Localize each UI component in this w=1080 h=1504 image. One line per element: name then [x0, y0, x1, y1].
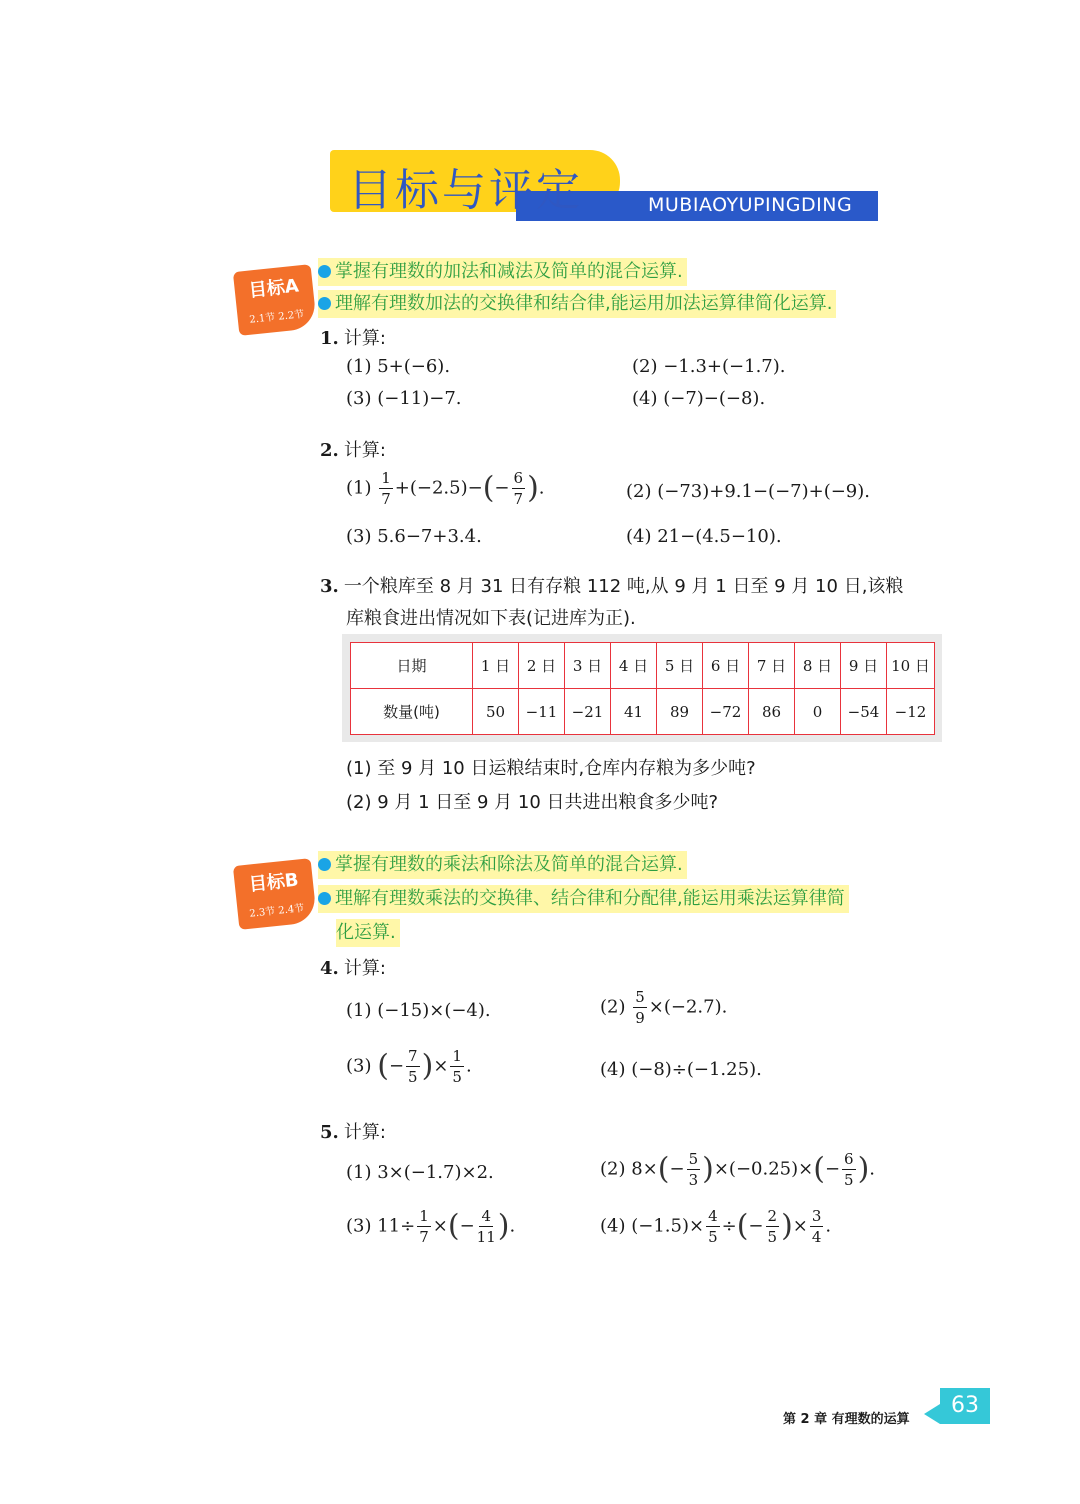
bullet-icon	[318, 297, 331, 310]
table-header-quantity: 数量(吨)	[351, 689, 473, 735]
fraction-numerator: 5	[688, 1150, 699, 1168]
item-label: (1)	[346, 477, 372, 499]
goal-a-line-1-text: 掌握有理数的加法和减法及简单的混合运算.	[335, 261, 683, 282]
paren-right: )	[497, 1208, 510, 1244]
paren-left: (	[736, 1208, 749, 1244]
fraction-denominator: 7	[419, 1228, 429, 1246]
question-number: 1.	[320, 328, 339, 349]
fraction	[706, 1208, 720, 1245]
item-text: .	[869, 1158, 876, 1180]
question-text-line-2: 库粮食进出情况如下表(记进库为正).	[346, 608, 636, 629]
fraction	[687, 1151, 701, 1188]
question-prompt: 计算:	[343, 328, 386, 349]
table-cell: 41	[611, 689, 657, 735]
q1-item-2: (2) −1.3+(−1.7).	[632, 356, 786, 377]
question-2	[320, 436, 386, 462]
paren-left: (	[657, 1151, 670, 1187]
table-cell: 4 日	[611, 643, 657, 689]
q1-item-4: (4) (−7)−(−8).	[632, 388, 766, 409]
table-row-days	[351, 643, 935, 689]
fraction-denominator: 3	[688, 1171, 699, 1189]
table-cell: −72	[703, 689, 749, 735]
page-number: 63	[940, 1388, 990, 1424]
item-text: ÷	[721, 1215, 737, 1237]
item-text: .	[538, 477, 545, 499]
page-title: 目标与评定	[348, 165, 583, 216]
fraction-denominator: 7	[513, 490, 524, 508]
table-cell: 9 日	[841, 643, 887, 689]
grain-table	[350, 642, 935, 735]
table-row-values	[351, 689, 935, 735]
fraction	[477, 1208, 496, 1245]
fraction	[379, 470, 393, 507]
fraction-denominator: 11	[476, 1228, 496, 1246]
table-cell: 2 日	[519, 643, 565, 689]
fraction-numerator: 4	[708, 1207, 718, 1225]
fraction-denominator: 7	[381, 490, 391, 508]
item-text: −	[388, 1055, 405, 1077]
fraction-numerator: 1	[381, 469, 391, 487]
bullet-icon	[318, 892, 331, 905]
item-text: ×	[792, 1215, 808, 1237]
question-1	[320, 324, 386, 350]
goal-b-line-1-text: 掌握有理数的乘法和除法及简单的混合运算.	[335, 854, 683, 875]
q4-item-3	[346, 1048, 472, 1085]
item-text: ×(−2.7).	[648, 996, 728, 1018]
table-cell: 1 日	[473, 643, 519, 689]
item-label: (4) (−1.5)×	[600, 1215, 705, 1237]
item-text: −	[824, 1158, 841, 1180]
table-cell: 7 日	[749, 643, 795, 689]
q4-item-4: (4) (−8)÷(−1.25).	[600, 1059, 762, 1080]
table-cell: 8 日	[795, 643, 841, 689]
fraction-numerator: 6	[844, 1150, 854, 1168]
paren-right: )	[781, 1208, 793, 1244]
bullet-icon	[318, 858, 331, 871]
fraction-denominator: 5	[408, 1068, 418, 1086]
fraction-denominator: 5	[452, 1068, 462, 1086]
q4-item-1: (1) (−15)×(−4).	[346, 1000, 491, 1021]
q1-item-3: (3) (−11)−7.	[346, 388, 462, 409]
paren-left: (	[813, 1151, 825, 1187]
page-number-arrow	[924, 1404, 940, 1424]
q1-item-1: (1) 5+(−6).	[346, 356, 451, 377]
q2-item-1	[346, 470, 545, 507]
footer-chapter: 第 2 章 有理数的运算	[783, 1412, 910, 1427]
fraction-denominator: 5	[844, 1171, 854, 1189]
goal-b-line-2	[318, 885, 849, 913]
table-cell: 6 日	[703, 643, 749, 689]
fraction	[417, 1208, 431, 1245]
item-label: (2)	[600, 996, 626, 1018]
question-5	[320, 1118, 386, 1144]
question-text-line-1: 一个粮库至 8 月 31 日有存粮 112 吨,从 9 月 1 日至 9 月 10 日,该粮	[343, 576, 904, 597]
fraction	[766, 1208, 780, 1245]
q5-item-3	[346, 1208, 515, 1245]
question-number: 4.	[320, 958, 339, 979]
paren-left: (	[377, 1048, 389, 1084]
table-header-date: 日期	[351, 643, 473, 689]
question-prompt: 计算:	[343, 1122, 386, 1143]
fraction	[512, 470, 526, 507]
goal-b-line-2-text: 理解有理数乘法的交换律、结合律和分配律,能运用乘法运算律简	[335, 888, 845, 909]
table-cell: −54	[841, 689, 887, 735]
table-cell: −11	[519, 689, 565, 735]
item-text: ×	[433, 1055, 449, 1077]
fraction	[810, 1208, 824, 1245]
goal-a-line-2-text: 理解有理数加法的交换律和结合律,能运用加法运算律简化运算.	[335, 293, 833, 314]
bullet-icon	[318, 265, 331, 278]
goal-a-line-2	[318, 290, 836, 318]
paren-right: )	[527, 470, 539, 506]
table-cell: −12	[887, 689, 935, 735]
item-text: +(−2.5)−	[394, 477, 483, 499]
item-label: (2) 8×	[600, 1158, 658, 1180]
goal-a-badge-title: 目标A	[247, 275, 300, 302]
paren-right: )	[857, 1151, 870, 1187]
fraction	[842, 1151, 856, 1188]
fraction-numerator: 1	[452, 1047, 462, 1065]
goal-b-line-3: 化运算.	[336, 919, 400, 947]
item-text: .	[825, 1215, 832, 1237]
goal-b-badge	[233, 858, 317, 930]
fraction-numerator: 1	[419, 1207, 429, 1225]
item-text: −	[459, 1215, 475, 1237]
question-number: 3.	[320, 576, 339, 597]
page-subtitle: MUBIAOYUPINGDING	[648, 194, 853, 216]
fraction-denominator: 5	[708, 1228, 718, 1246]
goal-b-badge-sections: 2.3节 2.4节	[248, 903, 305, 920]
fraction-denominator: 4	[811, 1228, 822, 1246]
item-text: −	[669, 1158, 685, 1180]
item-text: ×	[432, 1215, 448, 1237]
fraction-numerator: 7	[408, 1047, 418, 1065]
fraction-denominator: 5	[767, 1228, 778, 1246]
q2-item-2: (2) (−73)+9.1−(−7)+(−9).	[626, 481, 871, 502]
paren-left: (	[482, 470, 495, 506]
item-text: .	[509, 1215, 516, 1237]
table-cell: 86	[749, 689, 795, 735]
goal-a-line-1	[318, 258, 687, 286]
goal-b-line-1	[318, 851, 687, 879]
goal-a-badge-sections: 2.1节 2.2节	[248, 309, 305, 326]
table-cell: 3 日	[565, 643, 611, 689]
fraction	[450, 1048, 464, 1085]
q3-sub-1: (1) 至 9 月 10 日运粮结束时,仓库内存粮为多少吨?	[346, 758, 756, 779]
item-text: .	[465, 1055, 472, 1077]
fraction-numerator: 3	[811, 1207, 822, 1225]
item-text: −	[494, 477, 510, 499]
q5-item-1: (1) 3×(−1.7)×2.	[346, 1162, 494, 1183]
q4-item-2	[600, 989, 727, 1026]
paren-right: )	[702, 1151, 714, 1187]
item-text: ×(−0.25)×	[713, 1158, 814, 1180]
fraction-numerator: 4	[481, 1207, 491, 1225]
table-cell: 5 日	[657, 643, 703, 689]
table-cell: 0	[795, 689, 841, 735]
table-cell: 10 日	[887, 643, 935, 689]
q5-item-2	[600, 1151, 875, 1188]
q2-item-4: (4) 21−(4.5−10).	[626, 526, 782, 547]
fraction-numerator: 2	[767, 1207, 778, 1225]
q3-sub-2: (2) 9 月 1 日至 9 月 10 日共进出粮食多少吨?	[346, 792, 719, 813]
fraction-numerator: 5	[635, 988, 645, 1006]
fraction	[406, 1048, 420, 1085]
question-3	[320, 572, 903, 598]
table-cell: 50	[473, 689, 519, 735]
paren-right: )	[421, 1048, 434, 1084]
question-4	[320, 954, 386, 980]
goal-b-badge-title: 目标B	[247, 869, 300, 896]
item-text: −	[748, 1215, 764, 1237]
fraction-numerator: 6	[513, 469, 524, 487]
table-cell: −21	[565, 689, 611, 735]
question-number: 2.	[320, 440, 339, 461]
q5-item-4	[600, 1208, 831, 1245]
paren-left: (	[447, 1208, 460, 1244]
q2-item-3: (3) 5.6−7+3.4.	[346, 526, 482, 547]
question-prompt: 计算:	[343, 440, 386, 461]
question-prompt: 计算:	[343, 958, 386, 979]
item-label: (3) 11÷	[346, 1215, 416, 1237]
table-cell: 89	[657, 689, 703, 735]
fraction	[633, 989, 647, 1026]
fraction-denominator: 9	[635, 1009, 645, 1027]
question-number: 5.	[320, 1122, 339, 1143]
goal-a-badge	[233, 264, 317, 336]
item-label: (3)	[346, 1055, 372, 1077]
